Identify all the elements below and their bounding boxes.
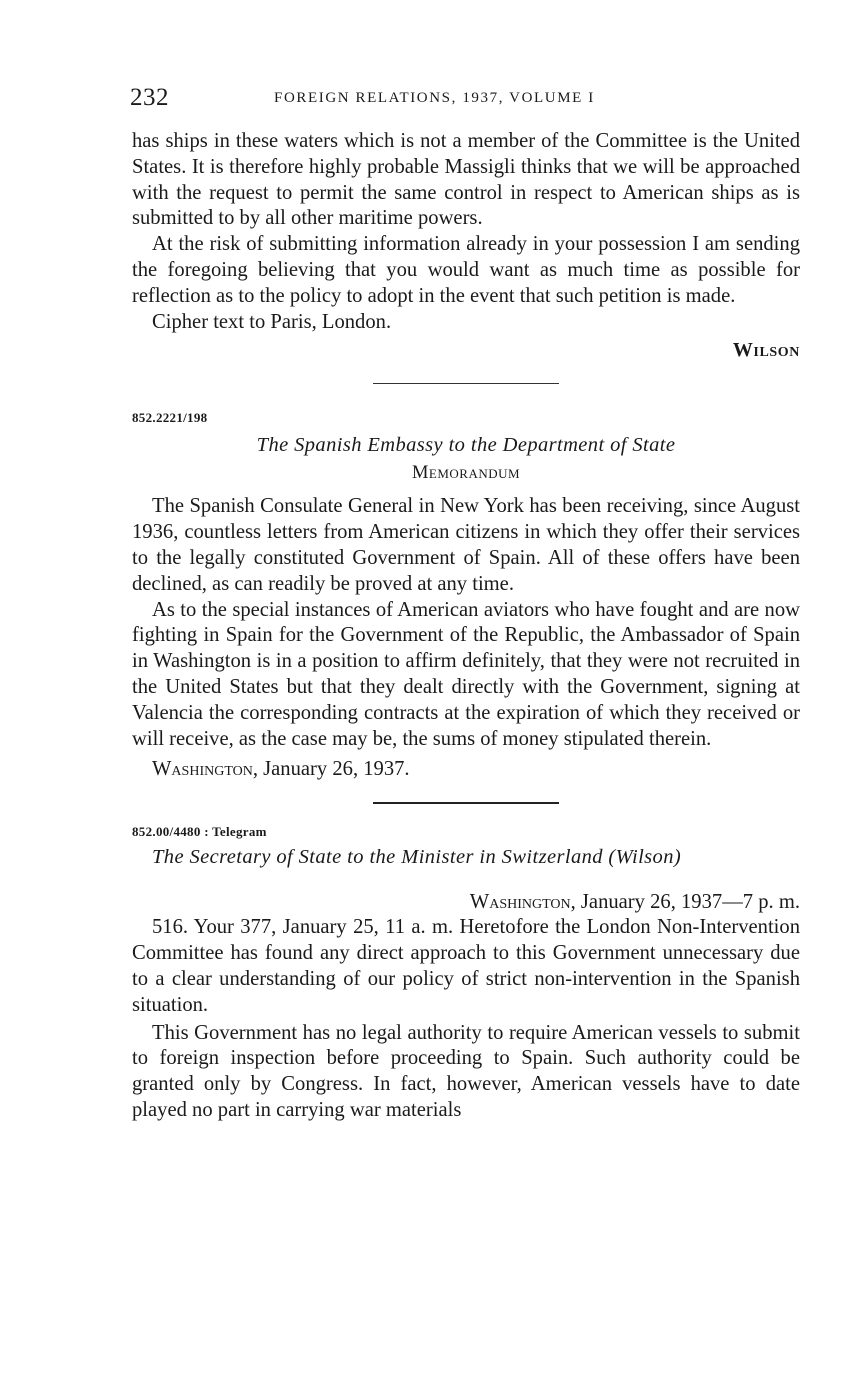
section-spanish-embassy-memo xyxy=(132,410,800,782)
document-page xyxy=(132,82,800,1124)
document-title: The Spanish Embassy to the Department of State xyxy=(256,434,676,457)
section-divider xyxy=(373,383,559,384)
dateline-place: Washington xyxy=(152,758,253,781)
dateline xyxy=(132,756,800,782)
signature: Wilson xyxy=(732,339,800,362)
paragraph: Cipher text to Paris, London. xyxy=(152,310,392,333)
dateline-date: , January 26, 1937. xyxy=(252,758,410,781)
paragraph: This Government has no legal authority to require American vessels to submit to foreign inspection before proceeding to Spain. Such authority could be granted only by Congress. In fact, however, American vessels have to date played no part in carrying war materials xyxy=(132,1021,800,1121)
section-wilson-letter xyxy=(132,129,800,363)
section-divider xyxy=(373,802,559,804)
dateline xyxy=(132,889,800,915)
paragraph: The Spanish Consulate General in New York has been receiving, since August 1936, countless letters from American citizens in which they offer their services to the legally constituted Government of Spain. All of these offers have been declined, as can readily be proved at any time. xyxy=(132,495,800,595)
page-number: 232 xyxy=(130,84,169,111)
paragraph: 516. Your 377, January 25, 11 a. m. Heretofore the London Non-Intervention Committee has found any direct approach to this Government unnecessary due to a clear understanding of our policy of strict non-intervention in the Spanish situation. xyxy=(132,916,800,1016)
paragraph: As to the special instances of American aviators who have fought and are now fighting in Spain for the Government of the Republic, the Ambassador of Spain in Washington is in a position to affirm definitely, that they were not recruited in the United States but that they dealt directly with the Government, signing at Valencia the corresponding contracts at the expiration of which they received or will receive, as the case may be, the sums of money stipulated therein. xyxy=(132,598,800,750)
document-title: The Secretary of State to the Minister in Switzerland (Wilson) xyxy=(152,846,682,869)
running-head xyxy=(132,82,800,116)
dateline-place: Washington xyxy=(469,891,571,914)
paragraph: has ships in these waters which is not a member of the Committee is the United States. It is therefore highly probable Massigli thinks that we will be approached with the request to permit the same control in respect to American ships as is submitted to by all other maritime powers. xyxy=(132,130,800,230)
file-number: 852.2221/198 xyxy=(132,410,208,426)
dateline-date: , January 26, 1937—7 p. m. xyxy=(570,891,800,914)
paragraph: At the risk of submitting information already in your possession I am sending the foregoing believing that you would want as much time as possible for reflection as to the policy to adopt in the event that such petition is made. xyxy=(132,233,800,307)
running-title: FOREIGN RELATIONS, 1937, VOLUME I xyxy=(274,90,595,106)
document-subtitle: Memorandum xyxy=(411,463,521,484)
section-secretary-telegram xyxy=(132,824,800,1123)
file-number: 852.00/4480 : Telegram xyxy=(132,824,267,840)
